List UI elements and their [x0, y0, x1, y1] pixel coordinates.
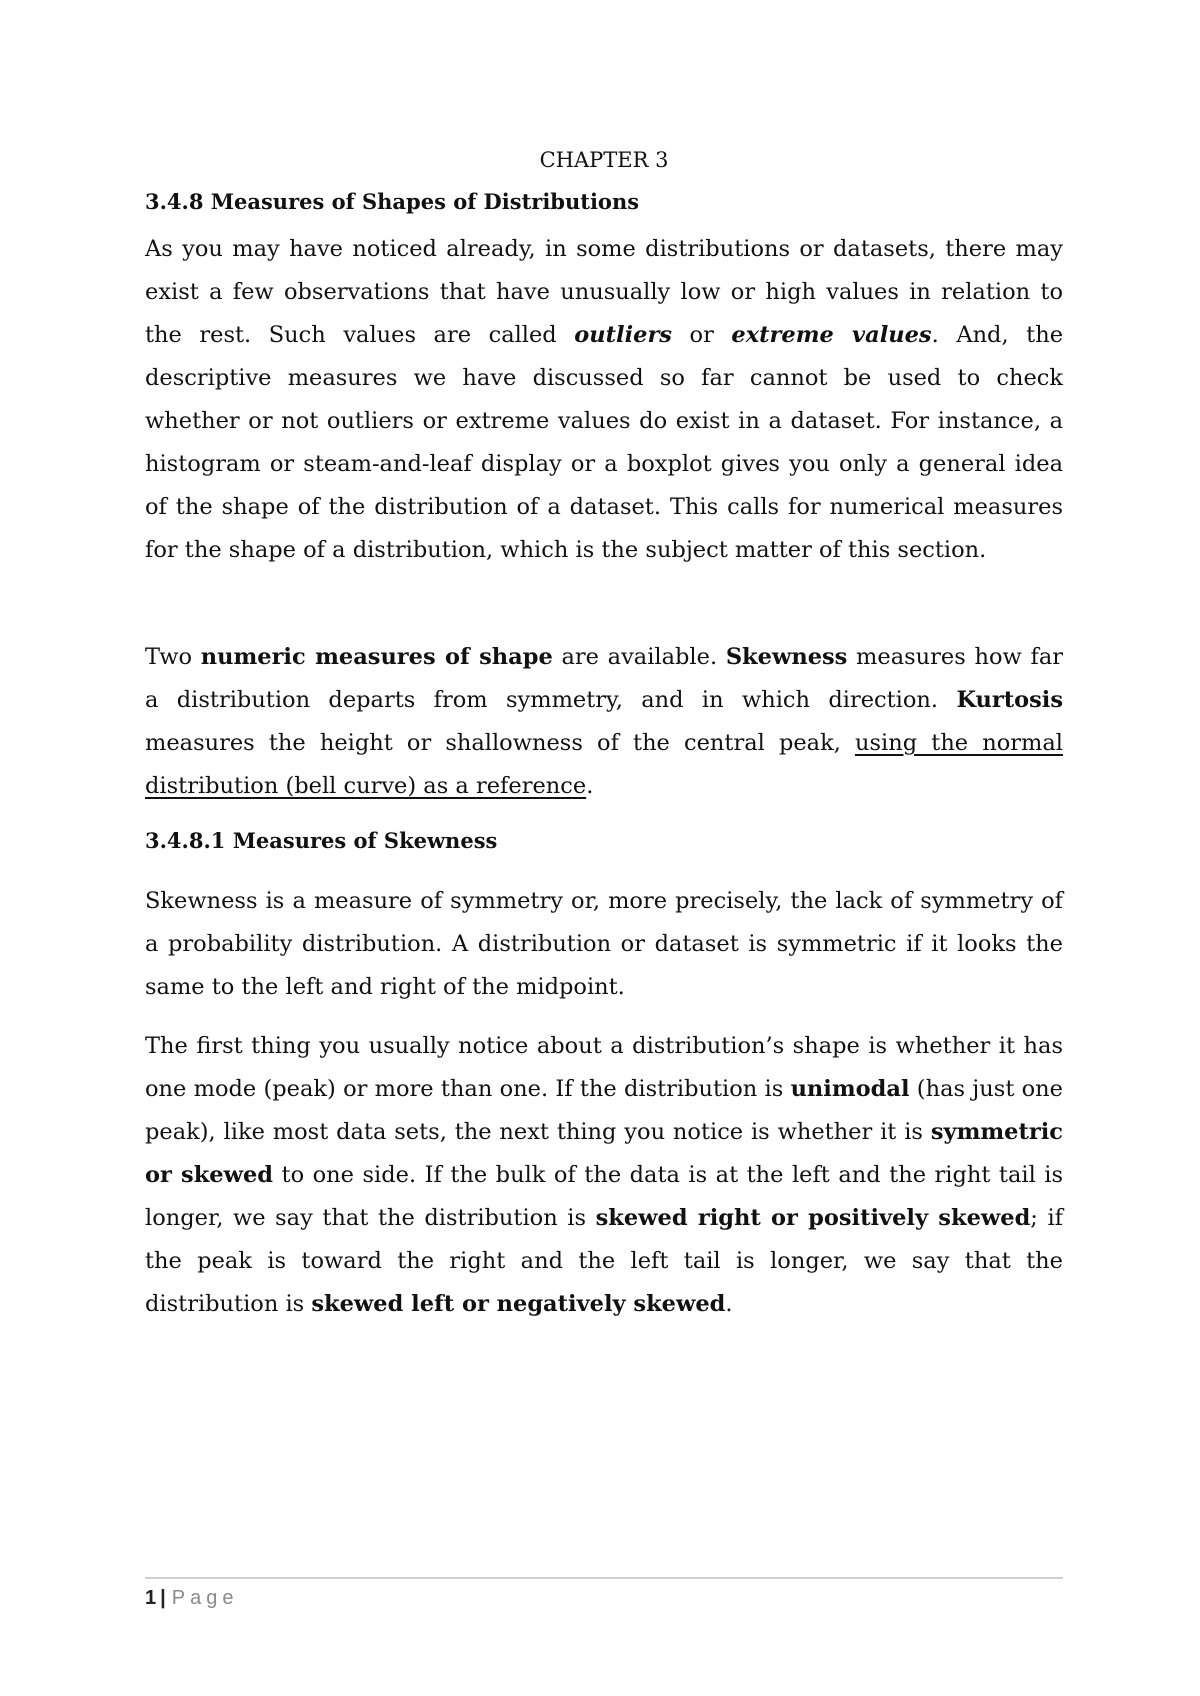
text-run: are available.: [552, 644, 726, 670]
text-run: . And, the descriptive measures we have discussed so far cannot be used to check whether or not outliers or extreme values do exist in a dataset. For instance, a histogram or steam-and-leaf display or a boxplot gives you only a general idea of the shape of the distribution of a dataset. This calls for numerical measures for the shape of a distribution, which is the subject matter of this section.: [145, 322, 1064, 563]
chapter-title: CHAPTER 3: [539, 148, 669, 172]
footer-divider: [145, 1577, 1063, 1579]
text-run: As you may have noticed already, in some distributions or datasets, there may exist a few observations that have unusually low or high values in relation to the rest. Such values are called: [145, 236, 1063, 348]
footer-separator: |: [160, 1587, 166, 1609]
subsection-heading: 3.4.8.1 Measures of Skewness: [145, 828, 498, 853]
text-run: The first thing you usually notice about a distribution’s shape is whether it has one mode (peak) or more than one. If the distribution is: [145, 1033, 1063, 1102]
text-run: measures the height or shallowness of the central peak,: [145, 730, 856, 756]
emphasis-outliers: outliers: [574, 322, 672, 348]
text-run: measures how far a distribution departs from symmetry, and in which direction.: [145, 644, 1063, 713]
page-footer: [145, 1584, 238, 1612]
section-heading: 3.4.8 Measures of Shapes of Distributions: [145, 189, 640, 214]
page-number: 1: [145, 1587, 157, 1609]
underlined-reference: using the normal distribution (bell curve) as a reference: [145, 730, 1063, 799]
page-label: Page: [171, 1587, 239, 1609]
text-run: (has just one peak), like most data sets, the next thing you notice is whether it is: [145, 1076, 1063, 1145]
text-run: to one side. If the bulk of the data is at the left and the right tail is longer, we say that the distribution is: [145, 1162, 1064, 1231]
emphasis-extreme-values: extreme values: [731, 322, 932, 348]
bold-numeric-measures: numeric measures of shape: [200, 644, 553, 670]
text-run: Two: [145, 644, 201, 670]
bold-skewness: Skewness: [725, 644, 848, 670]
bold-skewed-left: skewed left or negatively skewed: [311, 1291, 726, 1317]
text-run: ; if the peak is toward the right and the left tail is longer, we say that the distribution is: [145, 1205, 1063, 1317]
paragraph-skewness-definition: Skewness is a measure of symmetry or, more precisely, the lack of symmetry of a probability distribution. A distribution or dataset is symmetric if it looks the same to the left and right of the midpoint.: [145, 888, 1063, 1000]
paragraph-numeric-measures: [145, 636, 1063, 808]
text-run: .: [725, 1291, 733, 1317]
text-run: or: [671, 322, 732, 348]
paragraph-distribution-shape: [145, 1025, 1063, 1326]
bold-symmetric-or-skewed: symmetric or skewed: [145, 1119, 1063, 1188]
bold-skewed-right: skewed right or positively skewed: [595, 1205, 1031, 1231]
bold-unimodal: unimodal: [790, 1076, 910, 1102]
paragraph-outliers: [145, 228, 1063, 572]
text-run: .: [586, 773, 594, 799]
bold-kurtosis: Kurtosis: [956, 687, 1063, 713]
